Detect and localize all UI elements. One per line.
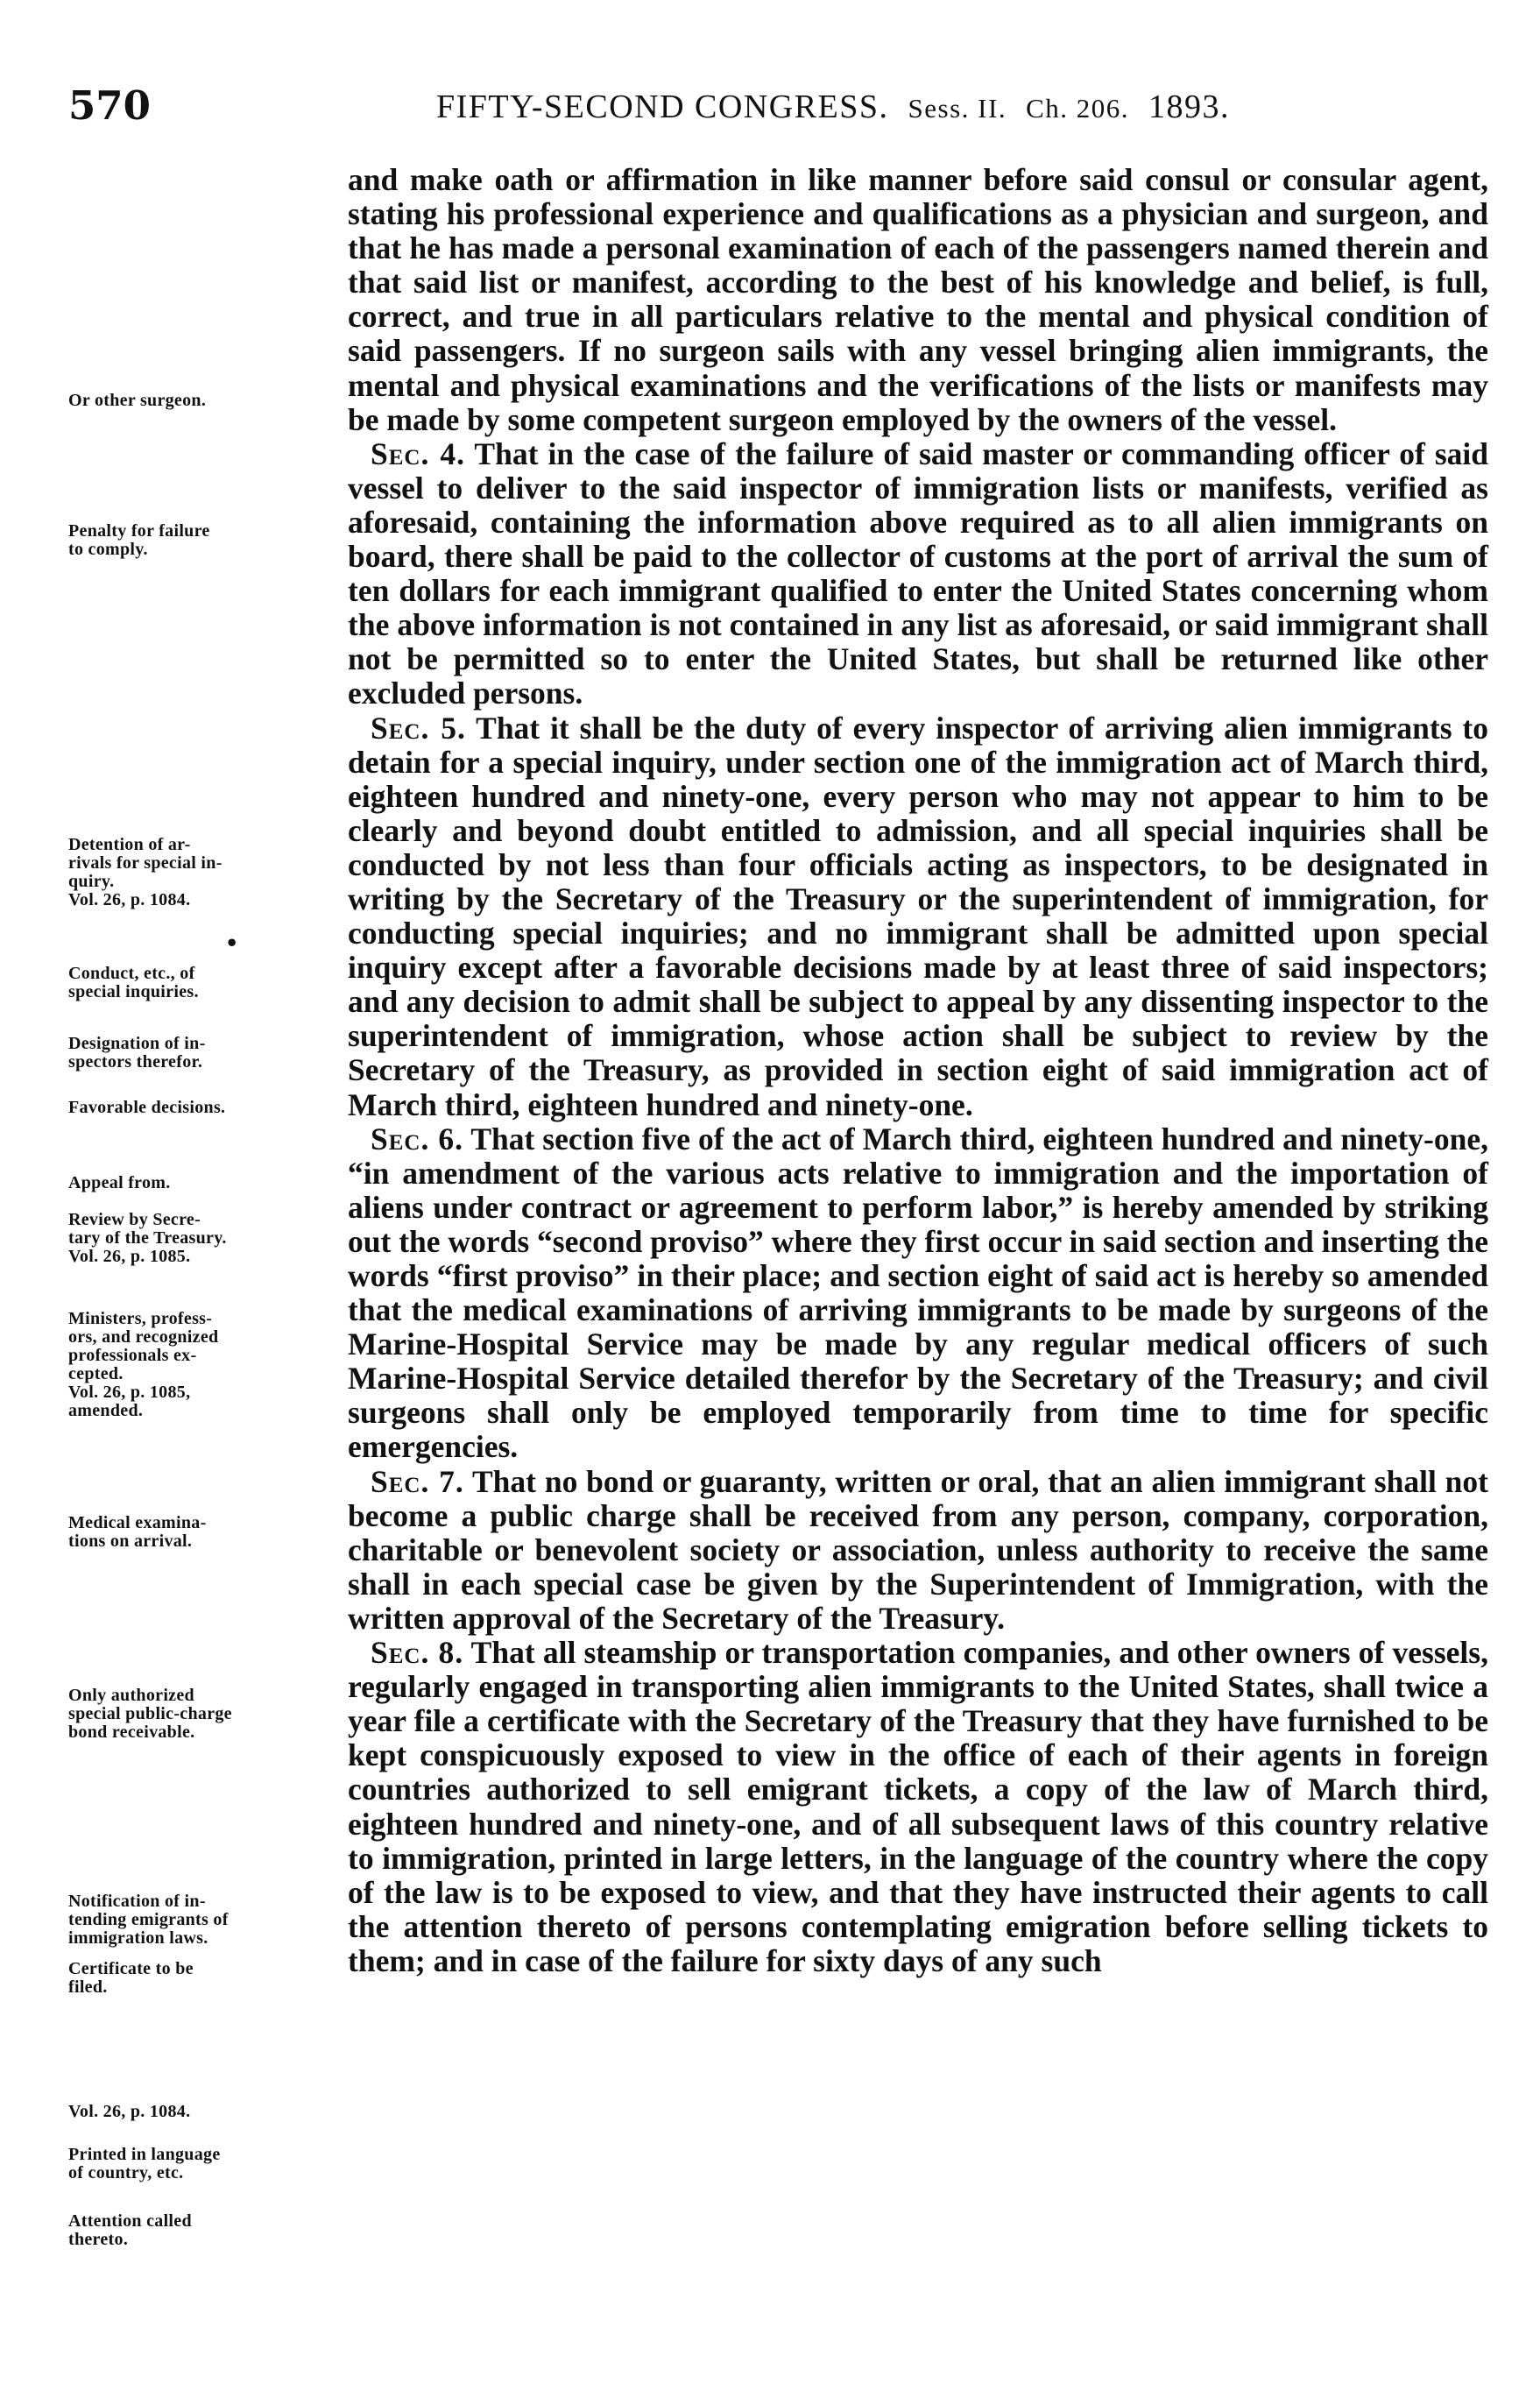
margin-note-vol-ref [68,2103,331,2121]
margin-note-line: Detention of ar- [68,835,191,854]
margin-note-line: Vol. 26, p. 1085, [68,1383,191,1402]
margin-note-medical [68,1514,331,1551]
margin-note-line: Favorable decisions. [68,1098,226,1117]
margin-note-line: Vol. 26, p. 1084. [68,2102,191,2121]
margin-note-line: ors, and recognized [68,1327,219,1347]
year-label: 1893. [1148,88,1231,125]
congress-title: FIFTY-SECOND CONGRESS. [436,88,889,125]
margin-note-line: Conduct, etc., of [68,964,195,983]
margin-note-line: Notification of in- [68,1892,206,1911]
margin-note-appeal [68,1174,331,1192]
margin-note-line: to comply. [68,540,148,559]
session-label: Sess. II. [908,93,1007,124]
margin-note-line: Ministers, profess- [68,1309,213,1328]
margin-note-line: Penalty for failure [68,521,210,541]
margin-note-line: bond receivable. [68,1722,195,1742]
margin-note-line: of country, etc. [68,2163,184,2182]
margin-note-other-surgeon [68,392,331,410]
section-7 [348,1465,1488,1636]
margin-note-line: Or other surgeon. [68,391,207,410]
margin-note-line: Vol. 26, p. 1085. [68,1247,191,1266]
margin-note-line: Appeal from. [68,1173,171,1192]
section-4 [348,437,1488,711]
margin-note-line: Review by Secre- [68,1210,201,1229]
running-title [436,88,1505,126]
margin-note-detention [68,836,331,909]
section-5-text: That it shall be the duty of every inspector of arriving alien immigrants to detain for a special inquiry, under section one of the immigration act of March third, eighteen hundred and ninety-one, every person who may not appear to him to be clearly and beyond doubt entitled to admission, and all special inquiries shall be conducted by not less than four officials acting as inspectors, to be designated in writing by the Secretary of the Treasury or the superintendent of immigration, for conducting special inquiries; and no immigrant shall be admitted upon special inquiry except after a favorable decisions made by at least three of said inspectors; and any decision to admit shall be subject to appeal by any dissenting inspector to the superintendent of immigration, whose action shall be subject to review by the Secretary of the Treasury, as provided in section eight of said immigration act of March third, eighteen hundred and ninety-one. [348,710,1488,1122]
margin-note-line: Attention called [68,2211,192,2231]
margin-note-line: Vol. 26, p. 1084. [68,890,191,909]
section-8 [348,1636,1488,1978]
margin-note-ministers [68,1310,331,1420]
margin-dot: • [225,930,239,956]
margin-note-line: Only authorized [68,1686,194,1705]
margin-note-line: quiry. [68,872,115,891]
margin-note-certificate [68,1960,331,1997]
section-6-text: That section five of the act of March third, eighteen hundred and ninety-one, “in amendment of the various acts relative to immigration and the importation of aliens under contract or agreement to perform labor,” is hereby amended by striking out the words “second proviso” where they first occur in said section and inserting the words “first proviso” in their place; and section eight of said act is hereby so amended that the medical examinations of arriving immigrants to be made by surgeons of the Marine-Hospital Service may be made by any regular medical officers of such Marine-Hospital Service detailed therefor by the Secretary of the Treasury; and civil surgeons shall only be employed temporarily from time to time for specific emergencies. [348,1121,1488,1465]
margin-note-favorable [68,1099,331,1117]
page-header [68,82,1479,135]
chapter-label: Ch. 206. [1026,93,1130,124]
section-7-label: Sec. 7. [371,1463,464,1499]
section-8-text: That all steamship or transportation companies, and other owners of vessels, regularly engaged in transporting alien immigrants to the United States, shall twice a year file a certificate with the Secretary of the Treasury that they have furnished to be kept conspicuously exposed to view in the office of each of their agents in foreign countries authorized to sell emigrant tickets, a copy of the law of March third, eighteen hundred and ninety-one, and of all subsequent laws of this country relative to immigration, printed in large letters, in the language of the country where the copy of the law is to be exposed to view, and that they have instructed their agents to call the attention thereto of persons contemplating emigration before selling tickets to them; and in case of the failure for sixty days of any such [348,1635,1488,1978]
margin-note-line: Medical examina- [68,1513,207,1532]
page-number: 570 [68,82,151,129]
section-4-label: Sec. 4. [371,435,466,471]
margin-note-line: special inquiries. [68,982,199,1001]
margin-note-attention [68,2212,331,2249]
continuation-paragraph: and make oath or affirmation in like manner before said consul or consular agent, stating his professional experience and qualifications as a physician and surgeon, and that he has made a personal examination of each of the passengers named therein and that said list or manifest, according to the best of his knowledge and belief, is full, correct, and true in all particulars relative to the mental and physical condition of said passengers. If no surgeon sails with any vessel bringing alien immigrants, the mental and physical examinations and the verifications of the lists or manifests may be made by some competent surgeon employed by the owners of the vessel. [348,162,1488,437]
margin-note-line: tending emigrants of [68,1910,229,1929]
margin-note-line: professionals ex- [68,1346,197,1365]
margin-note-designation [68,1035,331,1072]
section-6 [348,1122,1488,1465]
margin-note-line: immigration laws. [68,1928,208,1948]
section-4-text: That in the case of the failure of said master or commanding officer of said vessel to deliver to the said inspector of immigration lists or manifests, verified as aforesaid, containing the information above required as to all alien immigrants on board, there shall be paid to the collector of customs at the port of arrival the sum of ten dollars for each immigrant qualified to enter the United States concerning whom the above information is not contained in any list as aforesaid, or said immigrant shall not be permitted so to enter the United States, but shall be returned like other excluded persons. [348,435,1489,711]
statute-body [348,163,1488,1978]
margin-note-line: tions on arrival. [68,1531,193,1551]
margin-note-penalty [68,522,331,559]
margin-note-line: cepted. [68,1364,124,1383]
margin-note-line: thereto. [68,2230,129,2249]
margin-note-line: Certificate to be [68,1959,194,1978]
margin-note-line: rivals for special in- [68,853,223,873]
margin-note-line: special public-charge [68,1704,232,1723]
margin-note-line: spectors therefor. [68,1052,203,1072]
section-5 [348,711,1488,1122]
margin-note-bond [68,1687,331,1742]
margin-note-notification [68,1892,331,1948]
margin-note-conduct [68,965,331,1001]
margin-note-line: tary of the Treasury. [68,1228,227,1248]
margin-note-line: filed. [68,1977,108,1997]
section-5-label: Sec. 5. [371,710,466,746]
section-8-label: Sec. 8. [371,1635,464,1671]
section-7-text: That no bond or guaranty, written or oral, that an alien immigrant shall not become a public charge shall be received from any person, company, corporation, charitable or benevolent society or association, unless authority to receive the same shall in each special case be given by the Superintendent of Immigration, with the written approval of the Secretary of the Treasury. [348,1463,1488,1636]
margin-note-line: amended. [68,1401,144,1420]
margin-note-printed [68,2146,331,2182]
margin-note-line: Printed in language [68,2145,221,2164]
margin-note-line: Designation of in- [68,1034,206,1053]
section-6-label: Sec. 6. [371,1121,463,1157]
margin-note-review [68,1211,331,1266]
